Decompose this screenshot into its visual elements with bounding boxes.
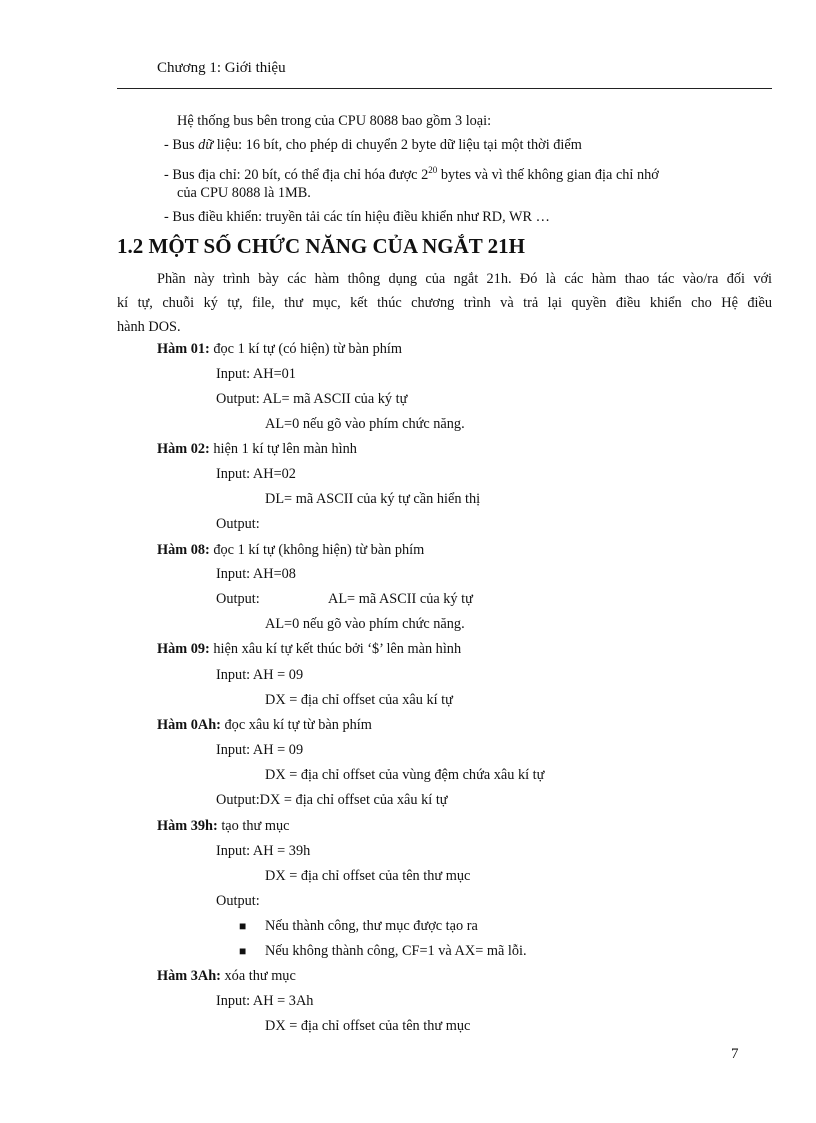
- bullet-icon: ■: [239, 944, 247, 958]
- func-02-desc: hiện 1 kí tự lên màn hình: [209, 441, 357, 457]
- func-39-bullet-2: Nếu không thành công, CF=1 và AX= mã lỗi.: [265, 943, 527, 959]
- para-line-2: kí tự, chuỗi ký tự, file, thư mục, kết thúc chương trình và trả lại quyền điều khiển cho Hệ điều: [117, 295, 772, 311]
- func-01-name: Hàm 01:: [157, 341, 210, 357]
- func-02-title: [157, 440, 357, 458]
- func-01-desc: đọc 1 kí tự (có hiện) từ bàn phím: [209, 341, 402, 357]
- func-39-output: Output:: [216, 893, 260, 909]
- bus-data-post: liệu: 16 bít, cho phép di chuyển 2 byte dữ liệu tại một thời điểm: [213, 137, 582, 153]
- func-08-input: Input: AH=08: [216, 566, 296, 582]
- bus-address-line: [164, 161, 659, 184]
- bullet-icon: ■: [239, 919, 247, 933]
- func-08-name: Hàm 08:: [157, 542, 210, 558]
- bus-address-cont: của CPU 8088 là 1MB.: [177, 185, 311, 201]
- func-01-input: Input: AH=01: [216, 366, 296, 382]
- para-line-1: Phần này trình bày các hàm thông dụng của ngắt 21h. Đó là các hàm thao tác vào/ra đối với: [157, 271, 772, 287]
- func-39-input-2: DX = địa chỉ offset của tên thư mục: [265, 868, 471, 884]
- func-3a-name: Hàm 3Ah:: [157, 968, 221, 984]
- running-header: Chương 1: Giới thiệu: [157, 60, 286, 76]
- page-number: 7: [731, 1046, 739, 1062]
- func-3a-input-2: DX = địa chỉ offset của tên thư mục: [265, 1018, 471, 1034]
- func-09-name: Hàm 09:: [157, 641, 210, 657]
- func-02-input: Input: AH=02: [216, 466, 296, 482]
- func-3a-desc: xóa thư mục: [220, 968, 296, 984]
- func-08-desc: đọc 1 kí tự (không hiện) từ bàn phím: [209, 542, 425, 558]
- bus-addr-pre: - Bus địa chỉ: 20 bít, có thể địa chỉ hóa được 2: [164, 166, 429, 183]
- func-0a-input-2: DX = địa chỉ offset của vùng đệm chứa xâu kí tự: [265, 767, 545, 783]
- func-3a-title: [157, 967, 296, 985]
- func-3a-input: Input: AH = 3Ah: [216, 993, 314, 1009]
- bus-data-pre: - Bus: [164, 137, 199, 153]
- bus-data-line: [164, 136, 582, 154]
- func-09-title: [157, 640, 461, 658]
- bus-addr-sup: 20: [428, 165, 438, 175]
- func-39-desc: tạo thư mục: [217, 818, 290, 834]
- func-01-title: [157, 340, 402, 358]
- func-0a-name: Hàm 0Ah:: [157, 717, 221, 733]
- func-0a-desc: đọc xâu kí tự từ bàn phím: [220, 717, 372, 733]
- bus-intro: Hệ thống bus bên trong của CPU 8088 bao gồm 3 loại:: [177, 113, 492, 129]
- func-39-name: Hàm 39h:: [157, 818, 218, 834]
- func-0a-output: Output:DX = địa chỉ offset của xâu kí tự: [216, 792, 448, 808]
- func-08-title: [157, 541, 424, 559]
- func-0a-title: [157, 716, 372, 734]
- bus-control-line: - Bus điều khiển: truyền tải các tín hiệu điều khiển như RD, WR …: [164, 209, 550, 225]
- func-02-input-2: DL= mã ASCII của ký tự cần hiển thị: [265, 491, 481, 507]
- func-08-output-label: Output:: [216, 591, 260, 607]
- func-09-input-2: DX = địa chỉ offset của xâu kí tự: [265, 692, 453, 708]
- func-39-title: [157, 817, 289, 835]
- bus-data-em: dữ: [198, 137, 214, 153]
- para-line-3: hành DOS.: [117, 319, 181, 335]
- func-08-output-2: AL=0 nếu gõ vào phím chức năng.: [265, 616, 465, 632]
- func-08-output-value: AL= mã ASCII của ký tự: [328, 591, 473, 607]
- func-01-output: Output: AL= mã ASCII của ký tự: [216, 391, 408, 407]
- func-09-desc: hiện xâu kí tự kết thúc bởi ‘$’ lên màn hình: [209, 641, 462, 657]
- section-heading: 1.2 MỘT SỐ CHỨC NĂNG CỦA NGẮT 21H: [117, 234, 525, 258]
- func-09-input: Input: AH = 09: [216, 667, 304, 683]
- func-0a-input: Input: AH = 09: [216, 742, 304, 758]
- func-01-output-2: AL=0 nếu gõ vào phím chức năng.: [265, 416, 465, 432]
- func-02-name: Hàm 02:: [157, 441, 210, 457]
- func-39-bullet-1: Nếu thành công, thư mục được tạo ra: [265, 918, 478, 934]
- bus-addr-post: bytes và vì thế không gian địa chỉ nhớ: [437, 166, 659, 183]
- func-02-output: Output:: [216, 516, 260, 532]
- header-rule: [117, 88, 772, 89]
- func-39-input: Input: AH = 39h: [216, 843, 311, 859]
